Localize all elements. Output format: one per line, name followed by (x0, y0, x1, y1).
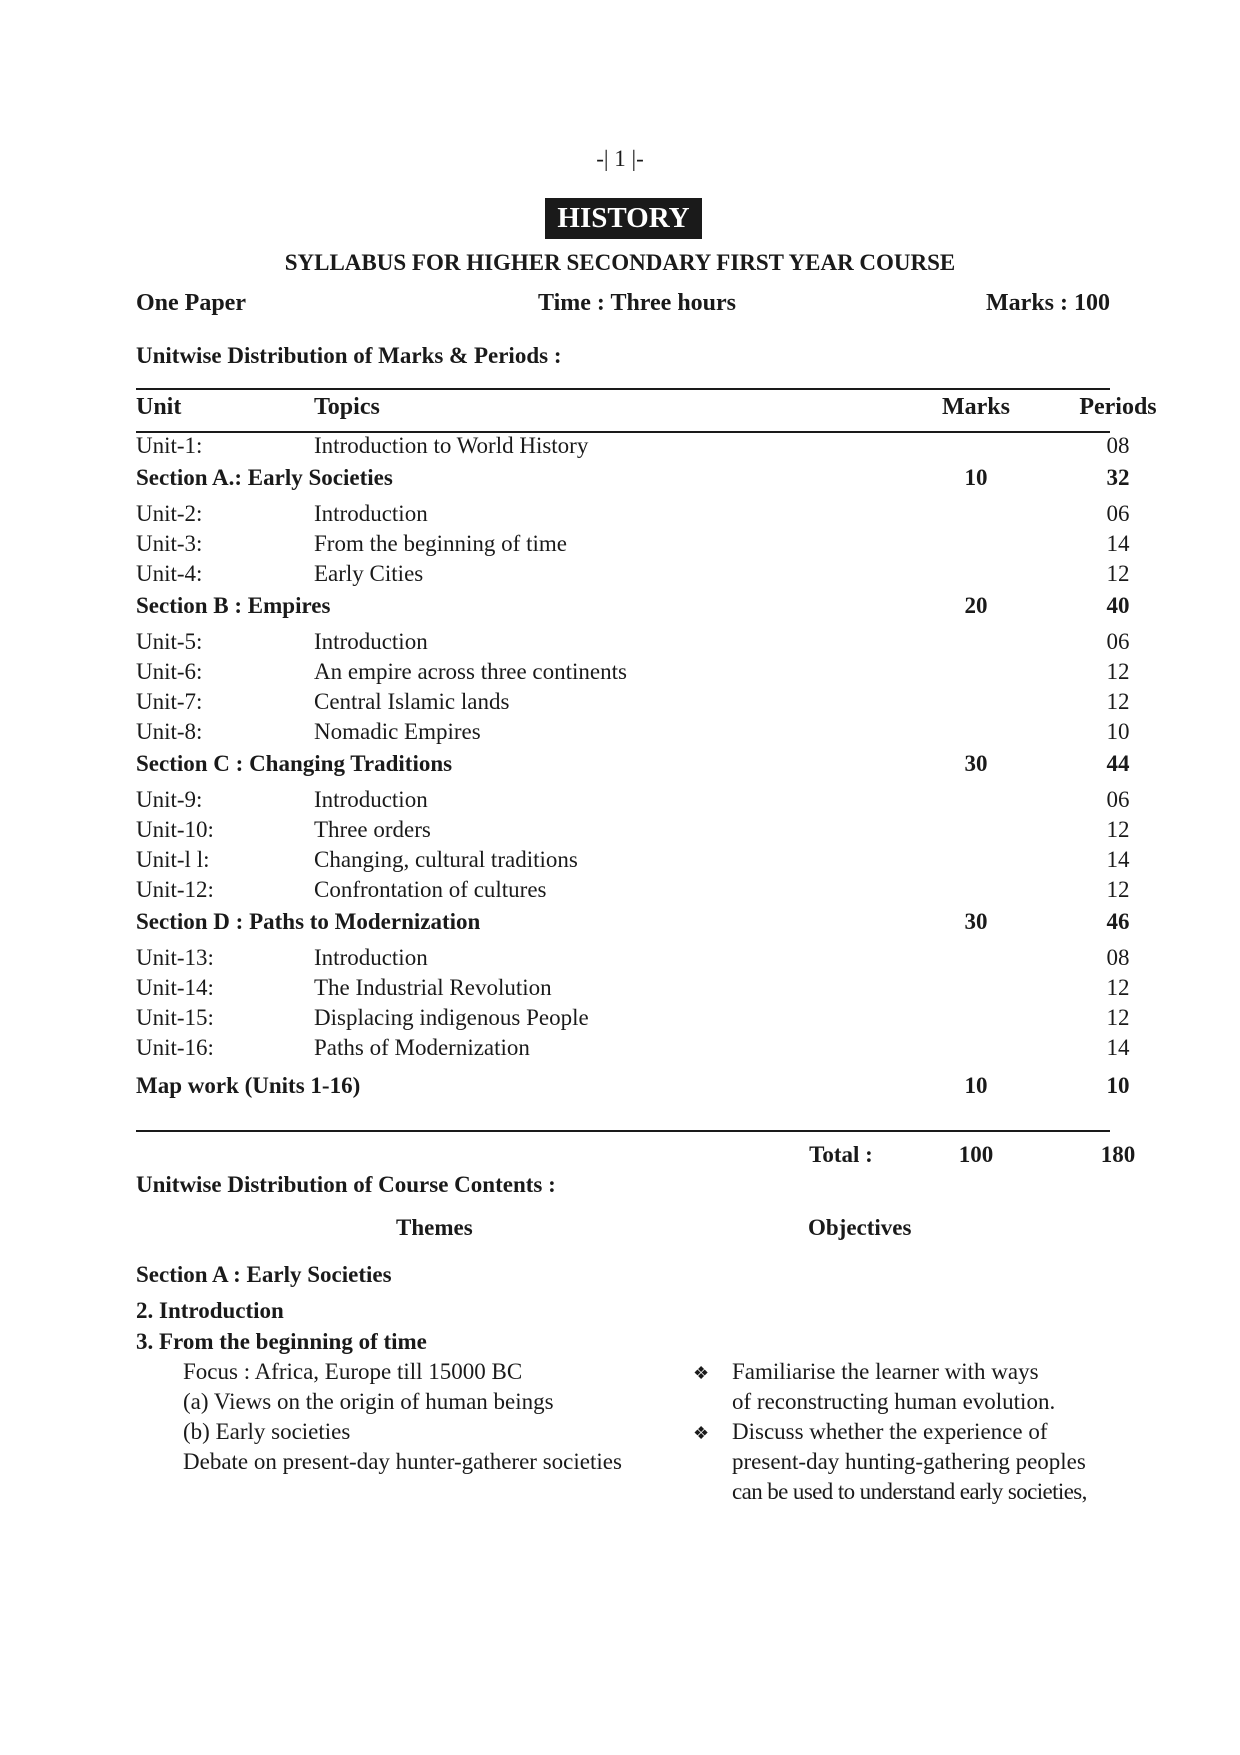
topic-cell: Introduction to World History (314, 433, 589, 458)
topic-cell: Introduction (314, 629, 428, 654)
table-top-rule (136, 388, 1110, 390)
unit-cell: Unit-2: (136, 501, 203, 526)
themes-line: (b) Early societies (183, 1419, 351, 1444)
col-unit-header: Unit (136, 394, 182, 420)
objective-line: Discuss whether the experience of (732, 1419, 1048, 1444)
periods-cell: 06 (1106, 629, 1130, 654)
marks-cell: 20 (964, 593, 988, 618)
table-total-row (136, 1142, 1136, 1172)
periods-cell: 10 (1106, 1073, 1130, 1098)
topic-cell: The Industrial Revolution (314, 975, 552, 1000)
page-number: -| 1 |- (596, 146, 644, 171)
total-marks: Marks : 100 (986, 290, 1110, 316)
objective-line: of reconstructing human evolution. (732, 1389, 1056, 1414)
themes-label: Themes (396, 1215, 473, 1240)
topic-cell: Paths of Modernization (314, 1035, 530, 1060)
unit-cell: Unit-15: (136, 1005, 214, 1030)
section-title-cell: Section D : Paths to Modernization (136, 909, 481, 934)
section-title-cell: Map work (Units 1-16) (136, 1073, 361, 1098)
topic-cell: Central Islamic lands (314, 689, 510, 714)
bullet-diamond-icon: ❖ (693, 1423, 710, 1443)
section-a-heading: Section A : Early Societies (136, 1262, 392, 1287)
unit-cell: Unit-7: (136, 689, 203, 714)
section-title-cell: Section B : Empires (136, 593, 331, 618)
section-title-cell: Section A.: Early Societies (136, 465, 393, 490)
periods-cell: 40 (1106, 593, 1130, 618)
periods-cell: 08 (1106, 433, 1130, 458)
unit-cell: Unit-14: (136, 975, 214, 1000)
table-row (136, 561, 1130, 591)
section-row (136, 1073, 1130, 1103)
marks-cell: 30 (964, 909, 988, 934)
table-row (136, 719, 1130, 749)
table-row (136, 501, 1130, 531)
periods-cell: 12 (1106, 659, 1130, 684)
table-row (136, 847, 1130, 877)
unit-cell: Unit-1: (136, 433, 203, 458)
periods-cell: 12 (1106, 1005, 1130, 1030)
objective-line: can be used to understand early societies, (732, 1479, 1087, 1504)
table-header (136, 394, 1157, 424)
section-row (136, 593, 1130, 623)
periods-cell: 12 (1106, 817, 1130, 842)
section-title-cell: Section C : Changing Traditions (136, 751, 453, 776)
periods-cell: 12 (1106, 689, 1130, 714)
table-row (136, 689, 1130, 719)
unit-cell: Unit-12: (136, 877, 214, 902)
periods-cell: 06 (1106, 501, 1130, 526)
themes-line: Focus : Africa, Europe till 15000 BC (183, 1359, 523, 1384)
unit-cell: Unit-5: (136, 629, 203, 654)
objectives-label: Objectives (808, 1215, 912, 1240)
topic-cell: Displacing indigenous People (314, 1005, 589, 1030)
periods-cell: 14 (1106, 1035, 1130, 1060)
periods-cell: 10 (1106, 719, 1130, 744)
periods-cell: 12 (1106, 561, 1130, 586)
col-topics-header: Topics (314, 394, 380, 420)
table-row (136, 1035, 1130, 1065)
marks-cell: 10 (964, 1073, 988, 1098)
topic-cell: Changing, cultural traditions (314, 847, 578, 872)
section-row (136, 909, 1130, 939)
periods-cell: 14 (1106, 847, 1130, 872)
item-3-beginning-of-time: 3. From the beginning of time (136, 1329, 427, 1354)
periods-cell: 32 (1106, 465, 1130, 490)
exam-time: Time : Three hours (538, 290, 737, 316)
unit-cell: Unit-10: (136, 817, 214, 842)
table-row (136, 787, 1130, 817)
unit-cell: Unit-3: (136, 531, 203, 556)
total-label: Total : (809, 1142, 873, 1167)
paper-count: One Paper (136, 290, 246, 316)
subject-title: HISTORY (545, 198, 702, 239)
topic-cell: Three orders (314, 817, 431, 842)
periods-cell: 06 (1106, 787, 1130, 812)
periods-cell: 08 (1106, 945, 1130, 970)
table-row (136, 531, 1130, 561)
marks-cell: 10 (964, 465, 988, 490)
bullet-diamond-icon: ❖ (693, 1363, 710, 1383)
themes-line: Debate on present-day hunter-gatherer societies (183, 1449, 622, 1474)
syllabus-title: SYLLABUS FOR HIGHER SECONDARY FIRST YEAR COURSE (284, 250, 956, 275)
section-row (136, 751, 1130, 781)
topic-cell: Introduction (314, 787, 428, 812)
table-bottom-rule (136, 1130, 1110, 1132)
periods-cell: 12 (1106, 877, 1130, 902)
themes-line: (a) Views on the origin of human beings (183, 1389, 554, 1414)
unit-cell: Unit-6: (136, 659, 203, 684)
unit-cell: Unit-4: (136, 561, 203, 586)
topic-cell: Early Cities (314, 561, 424, 586)
topic-cell: Confrontation of cultures (314, 877, 547, 902)
total-marks-value: 100 (958, 1142, 994, 1167)
topic-cell: Nomadic Empires (314, 719, 481, 744)
table-row (136, 817, 1130, 847)
table-row (136, 659, 1130, 689)
table-row (136, 433, 1130, 463)
table-row (136, 975, 1130, 1005)
unit-cell: Unit-16: (136, 1035, 214, 1060)
item-2-introduction: 2. Introduction (136, 1298, 284, 1323)
distribution-heading: Unitwise Distribution of Marks & Periods : (136, 343, 562, 368)
unit-cell: Unit-l l: (136, 847, 210, 872)
objective-line: present-day hunting-gathering peoples (732, 1449, 1086, 1474)
marks-cell: 30 (964, 751, 988, 776)
topic-cell: An empire across three continents (314, 659, 627, 684)
periods-cell: 46 (1106, 909, 1130, 934)
section-row (136, 465, 1130, 495)
contents-heading: Unitwise Distribution of Course Contents : (136, 1172, 556, 1197)
col-marks-header: Marks (942, 394, 1010, 420)
topic-cell: From the beginning of time (314, 531, 567, 556)
topic-cell: Introduction (314, 945, 428, 970)
table-row (136, 629, 1130, 659)
total-periods-value: 180 (1100, 1142, 1136, 1167)
table-row (136, 877, 1130, 907)
unit-cell: Unit-9: (136, 787, 203, 812)
unit-cell: Unit-13: (136, 945, 214, 970)
table-row (136, 945, 1130, 975)
periods-cell: 12 (1106, 975, 1130, 1000)
col-periods-header: Periods (1079, 394, 1157, 420)
objective-line: Familiarise the learner with ways (732, 1359, 1039, 1384)
table-row (136, 1005, 1130, 1035)
topic-cell: Introduction (314, 501, 428, 526)
periods-cell: 14 (1106, 531, 1130, 556)
periods-cell: 44 (1106, 751, 1130, 776)
unit-cell: Unit-8: (136, 719, 203, 744)
